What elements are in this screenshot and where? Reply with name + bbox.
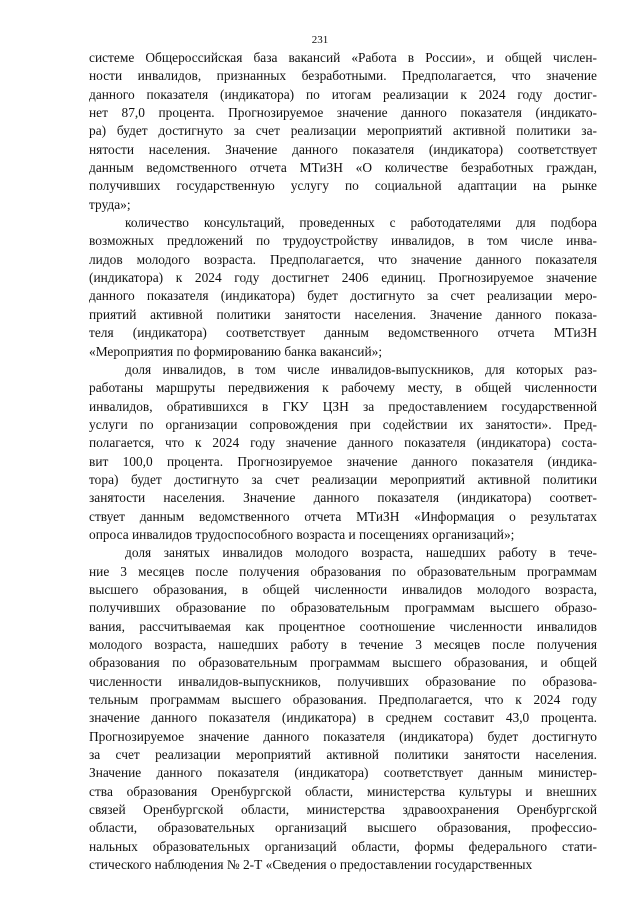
text-line: лидов молодого возраста. Предполагается, что значение данного показателя [89, 251, 597, 267]
paragraph-young-graduates-employment [89, 544, 597, 874]
text-line: значение данного показателя (индикатора) в среднем составит 43,0 процента. [89, 710, 597, 726]
text-line: ности инвалидов, признанных безработными. Предполагается, что значение [89, 68, 597, 84]
text-line: Значение данного показателя (индикатора) соответствует данным министер- [89, 765, 597, 781]
paragraph-workplace-routes [89, 361, 597, 544]
text-line: нальных образовательных организаций области, формы федерального стати- [89, 838, 597, 854]
text-line: получивших государственную услугу по социальной адаптации на рынке [89, 178, 597, 194]
text-line: тора) будет достигнуто за счет реализации мероприятий активной политики [89, 471, 597, 487]
text-line: молодого возраста, нашедших работу в течение 3 месяцев после получения [89, 637, 597, 652]
text-line: нятости населения. Значение данного показателя (индикатора) соответствует [89, 141, 597, 157]
text-line: приятий активной политики занятости населения. Значение данного показа- [89, 306, 597, 322]
text-line: занятости населения. Значение данного показателя (индикатора) соответ- [89, 490, 597, 506]
text-line: данного показателя (индикатора) по итогам реализации к 2024 году достиг- [89, 86, 597, 102]
text-line: за счет реализации мероприятий активной политики занятости населения. [89, 747, 597, 763]
body-text [89, 49, 597, 874]
text-line: инвалидов, обратившихся в ГКУ ЦЗН за предоставлением государственной [89, 398, 597, 414]
text-line: области, образовательных организаций высшего образования, профессио- [89, 820, 597, 836]
text-line: образования по образовательным программам высшего образования, и общей [89, 655, 597, 671]
text-line: ра) будет достигнуто за счет реализации мероприятий активной политики за- [89, 123, 597, 139]
text-line: «Мероприятия по формированию банка вакансий»; [89, 343, 383, 359]
text-line: доля занятых инвалидов молодого возраста, нашедших работу в тече- [125, 545, 597, 561]
paragraph-employer-consultations [89, 214, 597, 361]
text-line: доля инвалидов, в том числе инвалидов-выпускников, для которых раз- [125, 361, 597, 377]
text-line: теля (индикатора) соответствует данным ведомственного отчета МТиЗН [89, 325, 597, 341]
text-line: стического наблюдения № 2-Т «Сведения о предоставлении государственных [89, 857, 533, 873]
text-line: нет 87,0 процента. Прогнозируемое значение данного показателя (индикато- [89, 105, 597, 121]
text-line: высшего образования, в общей численности инвалидов молодого возраста, [89, 581, 597, 597]
text-line: труда»; [89, 196, 131, 212]
text-line: данного показателя (индикатора) будет достигнуто за счет реализации меро- [89, 288, 597, 304]
text-line: тельным программам высшего образования. Предполагается, что к 2024 году [89, 692, 597, 708]
text-line: опроса инвалидов трудоспособного возраста и посещениях организаций»; [89, 526, 515, 542]
text-line: (индикатора) к 2024 году достигнет 2406 единиц. Прогнозируемое значение [89, 270, 597, 286]
text-line: работаны маршруты передвижения к рабочему месту, в общей численности [89, 380, 597, 396]
text-line: полагается, что к 2024 году значение данного показателя (индикатора) соста- [89, 435, 597, 451]
text-line: ствует данным ведомственного отчета МТиЗН «Информация о результатах [89, 508, 597, 524]
paragraph-unemployed-share [89, 49, 597, 214]
text-line: количество консультаций, проведенных с работодателями для подбора [125, 215, 597, 231]
text-line: численности инвалидов-выпускников, получивших образование по образова- [89, 673, 597, 689]
text-line: получивших образование по образовательным программам высшего образо- [89, 600, 597, 616]
text-line: ства образования Оренбургской области, министерства культуры и внешних [89, 783, 597, 799]
text-line: вит 100,0 процента. Прогнозируемое значение данного показателя (индика- [89, 453, 597, 469]
text-line: Прогнозируемое значение данного показателя (индикатора) будет достигнуто [89, 728, 597, 744]
text-line: ние 3 месяцев после получения образования по образовательным программам [89, 563, 597, 579]
text-line: данным ведомственного отчета МТиЗН «О количестве безработных граждан, [89, 160, 597, 176]
text-line: услуги по организации сопровождения при содействии их занятости». Пред- [89, 416, 597, 432]
text-line: системе Общероссийская база вакансий «Работа в России», и общей числен- [89, 50, 597, 65]
text-line: связей Оренбургской области, министерства здравоохранения Оренбургской [89, 802, 597, 818]
text-line: возможных предложений по трудоустройству инвалидов, в том числе инва- [89, 233, 597, 249]
page-number: 231 [311, 34, 329, 46]
text-line: вания, рассчитываемая как процентное соотношение численности инвалидов [89, 618, 597, 634]
